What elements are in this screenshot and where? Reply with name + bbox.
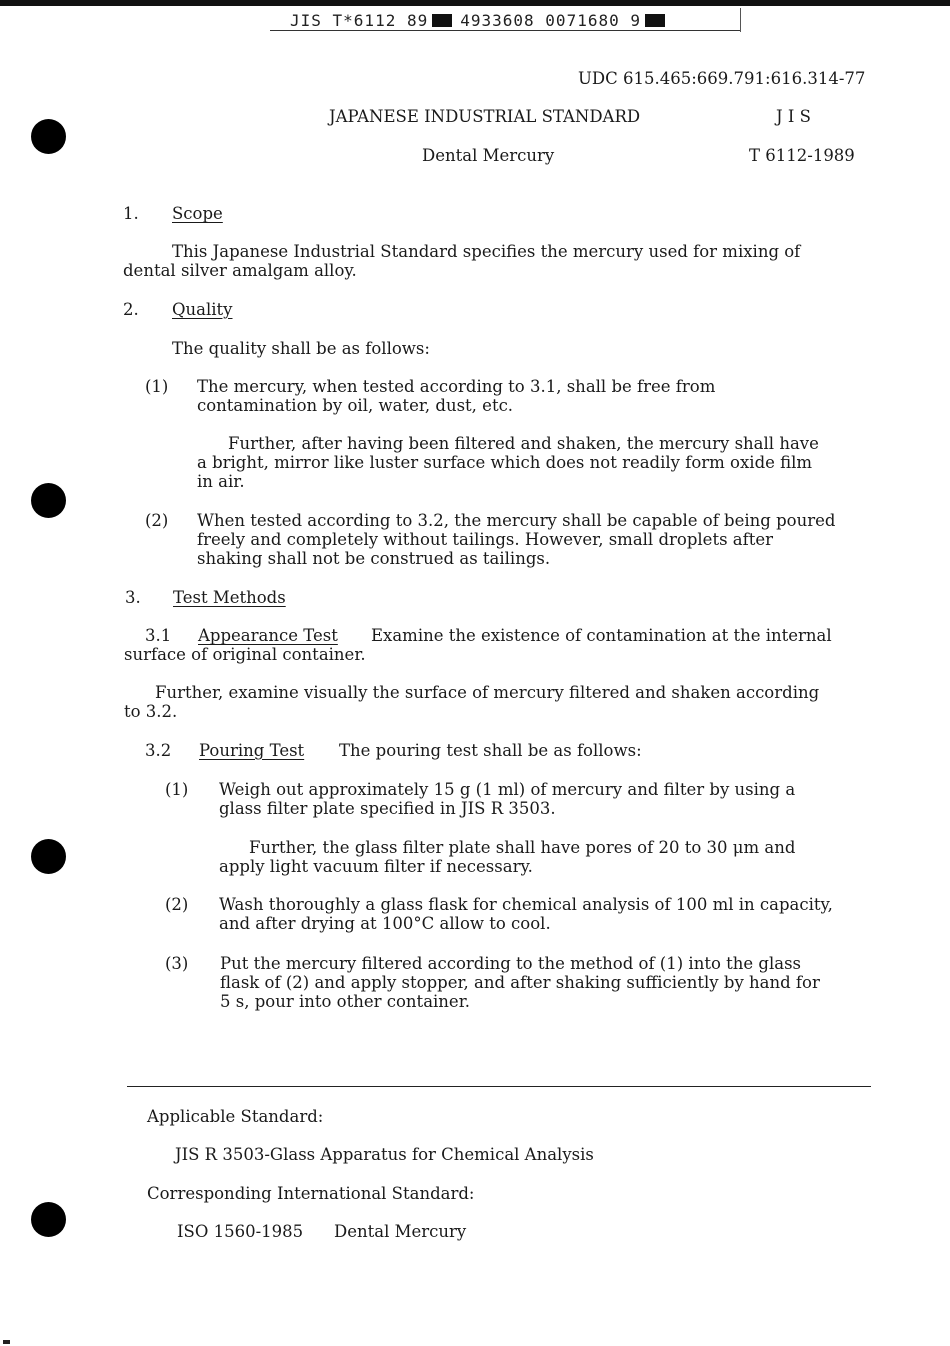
section-number: 3. — [125, 588, 141, 607]
subsection-title-appearance: Appearance Test — [198, 626, 338, 645]
standard-organization: JAPANESE INDUSTRIAL STANDARD — [329, 107, 641, 126]
test-text-line: Examine the existence of contamination at the internal — [371, 626, 832, 645]
pouring-step-line: Wash thoroughly a glass flask for chemical analysis of 100 ml in capacity, — [219, 895, 833, 914]
item-number: (1) — [145, 377, 169, 396]
applicable-standard-label: Applicable Standard: — [147, 1107, 324, 1126]
quality-item-line: shaking shall not be construed as tailings. — [197, 549, 551, 568]
quality-item-line: The mercury, when tested according to 3.1, shall be free from — [197, 377, 716, 396]
standard-number: T 6112-1989 — [749, 146, 855, 165]
applicable-standard-value: JIS R 3503-Glass Apparatus for Chemical Analysis — [175, 1145, 594, 1164]
item-number: (2) — [145, 511, 169, 530]
barcode-left: JIS T*6112 89 — [290, 11, 429, 30]
quality-item-line: contamination by oil, water, dust, etc. — [197, 396, 514, 415]
quality-item-line: a bright, mirror like luster surface which does not readily form oxide film — [197, 453, 813, 472]
quality-item-line: When tested according to 3.2, the mercury shall be capable of being poured — [197, 511, 836, 530]
punch-hole-icon — [31, 119, 66, 154]
section-title-scope: Scope — [172, 204, 223, 223]
quality-item-line: in air. — [197, 472, 245, 491]
pouring-step-line: Weigh out approximately 15 g (1 ml) of mercury and filter by using a — [219, 780, 796, 799]
header-underline — [270, 30, 740, 31]
item-number: (1) — [165, 780, 189, 799]
scope-text-line: This Japanese Industrial Standard specifies the mercury used for mixing of — [172, 242, 801, 261]
pouring-step-line: Further, the glass filter plate shall have pores of 20 to 30 μm and — [249, 838, 796, 857]
section-title-test-methods: Test Methods — [173, 588, 286, 607]
test-text-line: The pouring test shall be as follows: — [339, 741, 642, 760]
punch-hole-icon — [31, 483, 66, 518]
section-number: 1. — [123, 204, 139, 223]
quality-intro: The quality shall be as follows: — [172, 339, 430, 358]
punch-hole-icon — [31, 839, 66, 874]
pouring-step-line: Put the mercury filtered according to the method of (1) into the glass — [220, 954, 802, 973]
quality-item-line: freely and completely without tailings. However, small droplets after — [197, 530, 774, 549]
test-text-line: surface of original container. — [124, 645, 366, 664]
quality-item-line: Further, after having been filtered and shaken, the mercury shall have — [228, 434, 819, 453]
header-tick — [740, 8, 741, 32]
barcode-block-icon — [645, 14, 665, 27]
international-standard-number: ISO 1560-1985 — [177, 1222, 304, 1241]
section-number: 2. — [123, 300, 139, 319]
pouring-step-line: and after drying at 100°C allow to cool. — [219, 914, 551, 933]
footer-divider — [127, 1086, 871, 1087]
udc-code: UDC 615.465:669.791:616.314-77 — [578, 69, 866, 88]
pouring-step-line: glass filter plate specified in JIS R 3503. — [219, 799, 556, 818]
item-number: (2) — [165, 895, 189, 914]
punch-hole-icon — [31, 1202, 66, 1237]
test-text-line: to 3.2. — [124, 702, 178, 721]
section-title-quality: Quality — [172, 300, 233, 319]
subsection-title-pouring: Pouring Test — [199, 741, 305, 760]
top-border — [0, 0, 950, 6]
pouring-step-line: apply light vacuum filter if necessary. — [219, 857, 533, 876]
subsection-number: 3.2 — [145, 741, 172, 760]
document-barcode — [290, 11, 673, 31]
item-number: (3) — [165, 954, 189, 973]
pouring-step-line: flask of (2) and apply stopper, and after shaking sufficiently by hand for — [220, 973, 820, 992]
scope-text-line: dental silver amalgam alloy. — [123, 261, 357, 280]
barcode-right: 4933608 0071680 9 — [460, 11, 641, 30]
international-standard-label: Corresponding International Standard: — [147, 1184, 475, 1203]
corner-mark — [3, 1340, 10, 1344]
test-text-line: Further, examine visually the surface of mercury filtered and shaken according — [155, 683, 820, 702]
document-title: Dental Mercury — [422, 146, 555, 165]
pouring-step-line: 5 s, pour into other container. — [220, 992, 471, 1011]
international-standard-title: Dental Mercury — [334, 1222, 467, 1241]
jis-mark: J I S — [776, 107, 811, 126]
barcode-block-icon — [432, 14, 452, 27]
subsection-number: 3.1 — [145, 626, 172, 645]
